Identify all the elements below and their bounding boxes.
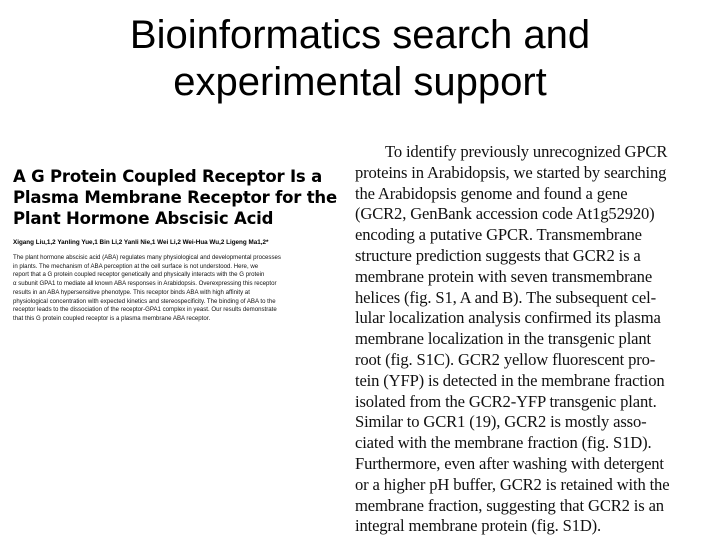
paper-abstract <box>13 254 335 324</box>
paper-title-line: Plant Hormone Abscisic Acid <box>13 209 274 228</box>
abstract-line: The plant hormone abscisic acid (ABA) regulates many physiological and developmental processes <box>13 254 281 261</box>
abstract-line: results in an ABA hypersensitive phenotype. This receptor binds ABA with high affinity at <box>13 288 250 296</box>
paper-title-line: A G Protein Coupled Receptor Is a <box>13 167 323 186</box>
body-line: the Arabidopsis genome and found a gene <box>355 183 628 203</box>
body-line: structure prediction suggests that GCR2 is a <box>355 245 641 265</box>
body-line: proteins in Arabidopsis, we started by searching <box>355 162 667 182</box>
abstract-line: that this G protein coupled receptor is a plasma membrane ABA receptor. <box>13 314 211 322</box>
slide-title <box>0 12 720 106</box>
abstract-line: physiological concentration with expected kinetics and stereospecificity. The binding of ABA to the <box>13 297 276 305</box>
body-line: membrane protein with seven transmembrane <box>355 266 653 286</box>
paper-authors: Xigang Liu,1,2 Yanling Yue,1 Bin Li,2 Yanli Nie,1 Wei Li,2 Wei-Hua Wu,2 Ligeng Ma1,2* <box>13 239 269 246</box>
body-line: membrane localization in the transgenic plant <box>355 329 651 349</box>
abstract-line: report that a G protein coupled receptor genetically and physically interacts with the G protein <box>13 271 265 279</box>
slide-title-line-1: Bioinformatics search and <box>129 13 591 57</box>
body-line: To identify previously unrecognized GPCR <box>385 142 668 161</box>
abstract-line: α subunit GPA1 to mediate all known ABA responses in Arabidopsis. Overexpressing this receptor <box>13 280 277 288</box>
paper-body-excerpt <box>355 142 685 537</box>
body-line: Similar to GCR1 (19), GCR2 is mostly asso- <box>355 412 647 432</box>
body-line: root (fig. S1C). GCR2 yellow fluorescent pro- <box>355 349 656 369</box>
body-line: helices (fig. S1, A and B). The subsequent cel- <box>355 287 656 307</box>
body-line: tein (YFP) is detected in the membrane fraction <box>355 370 665 390</box>
abstract-line: in plants. The mechanism of ABA perception at the cell surface is not understood. Here, we <box>13 262 259 270</box>
body-line: integral membrane protein (fig. S1D). <box>355 516 602 536</box>
paper-title <box>13 166 335 229</box>
body-line: lular localization analysis confirmed its plasma <box>355 308 661 328</box>
body-line: isolated from the GCR2-YFP transgenic plant. <box>355 391 657 411</box>
abstract-line: receptor leads to the dissociation of the receptor-GPA1 complex in yeast. Our results demonstrate <box>13 306 277 314</box>
body-line: or a higher pH buffer, GCR2 is retained with the <box>355 474 670 494</box>
body-line: Furthermore, even after washing with detergent <box>355 453 664 473</box>
body-line: (GCR2, GenBank accession code At1g52920) <box>355 204 655 224</box>
body-line: ciated with the membrane fraction (fig. S1D). <box>355 433 652 453</box>
body-line: encoding a putative GPCR. Transmembrane <box>355 225 642 245</box>
paper-header-excerpt <box>13 166 335 324</box>
slide-title-line-2: experimental support <box>173 60 547 104</box>
paper-title-line: Plasma Membrane Receptor for the <box>13 188 337 207</box>
body-line: membrane fraction, suggesting that GCR2 is an <box>355 495 664 515</box>
